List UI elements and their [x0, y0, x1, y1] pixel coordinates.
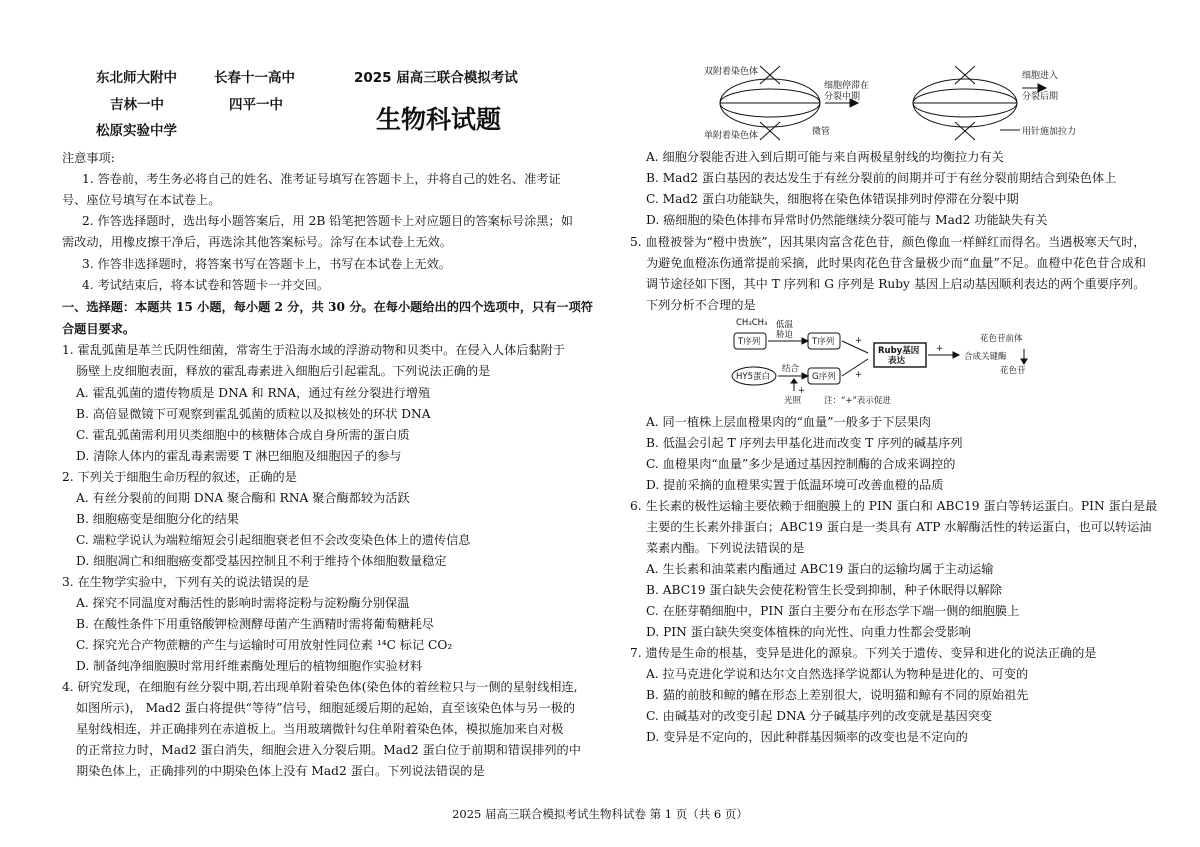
instructions-title: 注意事项:: [62, 151, 115, 165]
plus-sign: +: [855, 336, 863, 346]
question-stem: 肠壁上皮细胞表面，释放的霍乱毒素进入细胞后引起霍乱。下列说法正确的是: [76, 364, 491, 378]
label-g-sequence: G序列: [812, 372, 836, 382]
instruction-line: 4. 考试结束后，将本试卷和答题卡一并交回。: [82, 278, 330, 292]
school-name: 松原实验中学: [96, 123, 177, 139]
option-d: D. 癌细胞的染色体排布异常时仍然能继续分裂可能与 Mad2 功能缺失有关: [646, 213, 1048, 227]
option-b: B. 高倍显微镜下可观察到霍乱弧菌的质粒以及拟核处的环状 DNA: [76, 407, 431, 421]
question-stem: 3. 在生物学实验中，下列有关的说法错误的是: [62, 575, 310, 589]
question-stem: 主要的生长素外排蛋白；ABC19 蛋白是一类具有 ATP 水解酶活性的转运蛋白，也可以转运油: [646, 520, 1152, 534]
label-microtubule: 微管: [812, 127, 831, 137]
question-stem: 调节途径如下图，其中 T 序列和 G 序列是 Ruby 基因上启动基因顺利表达的两个重要序列。: [646, 277, 1146, 291]
label-stall: 细胞停滞在: [824, 81, 870, 91]
option-c: C. 由碱基对的改变引起 DNA 分子碱基序列的改变就是基因突变: [646, 709, 993, 723]
option-d: D. PIN 蛋白缺失突变体植株的向光性、向重力性都会受影响: [646, 625, 971, 639]
school-name: 长春十一高中: [214, 70, 295, 86]
option-c: C. Mad2 蛋白功能缺失，细胞将在染色体错误排列时停滞在分裂中期: [646, 192, 1019, 206]
option-c: C. 霍乱弧菌需利用贝类细胞中的核糖体合成自身所需的蛋白质: [76, 428, 410, 442]
question-stem: 如图所示)， Mad2 蛋白将提供“等待”信号，细胞延缓后期的起始，直至该染色体与另一极的: [76, 701, 576, 715]
option-b: B. 细胞癌变是细胞分化的结果: [76, 512, 239, 526]
label-note: 注：“+”表示促进: [824, 396, 891, 406]
label-anthocyanin: 花色苷: [1000, 366, 1026, 376]
label-enter: 分裂后期: [1022, 92, 1059, 102]
option-d: D. 细胞凋亡和细胞癌变都受基因控制且不利于维持个体细胞数量稳定: [76, 554, 447, 568]
option-d: D. 制备纯净细胞膜时常用纤维素酶处理后的植物细胞作实验材料: [76, 659, 423, 673]
option-d: D. 变异是不定向的，因此种群基因频率的改变也是不定向的: [646, 730, 968, 744]
option-c: C. 探究光合产物蔗糖的产生与运输时可用放射性同位素 ¹⁴C 标记 CO₂: [76, 638, 453, 652]
instruction-line: 号、座位号填写在本试卷上。: [62, 193, 221, 207]
option-b: B. 低温会引起 T 序列去甲基化进而改变 T 序列的碱基序列: [646, 436, 963, 450]
label-low-temp: 低温: [776, 320, 794, 330]
label-t-sequence: T序列: [812, 337, 835, 347]
option-a: A. 有丝分裂前的间期 DNA 聚合酶和 RNA 聚合酶都较为活跃: [76, 491, 410, 505]
question-stem: 4. 研究发现，在细胞有丝分裂中期,若出现单附着染色体(染色体的着丝粒只与一侧的星射线相连,: [62, 680, 578, 694]
section-title: 合题目要求。: [62, 322, 136, 336]
option-a: A. 生长素和油菜素内酯通过 ABC19 蛋白的运输均属于主动运输: [646, 562, 994, 576]
question-stem: 菜素内酯。下列说法错误的是: [646, 541, 805, 555]
question-stem: 5. 血橙被誉为“橙中贵族”，因其果肉富含花色苷，颜色像血一样鲜红而得名。当遇极寒天气时，: [630, 235, 1146, 249]
label-enter: 细胞进入: [1022, 71, 1059, 81]
option-c: C. 在胚芽鞘细胞中，PIN 蛋白主要分布在形态学下端一侧的细胞膜上: [646, 604, 1020, 618]
label-ruby-gene: 表达: [888, 356, 906, 366]
instruction-line: 3. 作答非选择题时，将答案书写在答题卡上，书写在本试卷上无效。: [82, 257, 451, 271]
question-stem: 1. 霍乱弧菌是革兰氏阴性细菌，常寄生于沿海水域的浮游动物和贝类中。在侵入人体后黏附于: [62, 343, 566, 357]
question-stem: 下列分析不合理的是: [646, 298, 756, 312]
label-light: 光照: [784, 396, 802, 406]
question-stem: 的正常拉力时，Mad2 蛋白消失，细胞会进入分裂后期。Mad2 蛋白位于前期和错误排列的中: [76, 743, 581, 757]
page-title: 生物科试题: [376, 105, 502, 134]
option-a: A. 霍乱弧菌的遗传物质是 DNA 和 RNA，通过有丝分裂进行增殖: [76, 386, 431, 400]
school-name: 东北师大附中: [96, 70, 177, 86]
section-title: 一、选择题：本题共 15 小题，每小题 2 分，共 30 分。在每小题给出的四个选项中，只有一项符: [62, 300, 593, 314]
spindle-figure: [700, 58, 1100, 148]
option-d: D. 清除人体内的霍乱毒素需要 T 淋巴细胞及细胞因子的参与: [76, 449, 402, 463]
label-enzyme: 合成关键酶: [964, 352, 1007, 362]
option-b: B. 猫的前肢和鲸的鳍在形态上差别很大，说明猫和鲸有不同的原始祖先: [646, 688, 1029, 702]
label-single-attached: 单附着染色体: [704, 131, 759, 141]
question-stem: 7. 遗传是生命的根基，变异是进化的源泉。下列关于遗传、变异和进化的说法正确的是: [630, 646, 1097, 660]
question-stem: 为避免血橙冻伤通常提前采摘，此时果肉花色苷含量极少而“血量”不足。血橙中花色苷合成和: [646, 256, 1146, 270]
question-stem: 2. 下列关于细胞生命历程的叙述，正确的是: [62, 470, 297, 484]
question-stem: 期染色体上，正确排列的中期染色体上没有 Mad2 蛋白。下列说法错误的是: [76, 764, 485, 778]
question-stem: 6. 生长素的极性运输主要依赖于细胞膜上的 PIN 蛋白和 ABC19 蛋白等转运蛋白。PIN 蛋白是最: [630, 499, 1158, 513]
plus-sign: +: [798, 386, 806, 396]
page-footer: 2025 届高三联合模拟考试生物科试卷 第 1 页（共 6 页）: [452, 807, 748, 821]
exam-name: 2025 届高三联合模拟考试: [354, 70, 518, 86]
option-c: C. 端粒学说认为端粒缩短会引起细胞衰老但不会改变染色体上的遗传信息: [76, 533, 471, 547]
label-ruby-gene: Ruby基因: [878, 346, 920, 356]
label-methyl: CH₃CH₃: [736, 318, 768, 328]
option-a: A. 同一植株上层血橙果肉的“血量”一般多于下层果肉: [646, 415, 931, 429]
label-double-attached: 双附着染色体: [704, 67, 759, 77]
label-precursor: 花色苷前体: [980, 334, 1023, 344]
option-a: A. 细胞分裂能否进入到后期可能与来自两极星射线的均衡拉力有关: [646, 150, 1004, 164]
label-hy5: HY5蛋白: [736, 372, 770, 382]
label-pull: 用针施加拉力: [1022, 127, 1077, 137]
option-a: A. 拉马克进化学说和达尔文自然选择学说都认为物种是进化的、可变的: [646, 667, 1029, 681]
label-bind: 结合: [782, 364, 800, 374]
school-name: 吉林一中: [110, 97, 164, 113]
school-name: 四平一中: [229, 97, 283, 113]
label-low-temp: 胁迫: [776, 330, 794, 340]
option-a: A. 探究不同温度对酶活性的影响时需将淀粉与淀粉酶分别保温: [76, 596, 410, 610]
instruction-line: 1. 答卷前，考生务必将自己的姓名、准考证号填写在答题卡上，并将自己的姓名、准考证: [82, 172, 561, 186]
plus-sign: +: [855, 370, 863, 380]
instruction-line: 2. 作答选择题时，选出每小题答案后，用 2B 铅笔把答题卡上对应题目的答案标号涂黑；如: [82, 214, 573, 228]
option-b: B. 在酸性条件下用重铬酸钾检测酵母菌产生酒精时需将葡萄糖耗尽: [76, 617, 434, 631]
plus-sign: +: [936, 344, 944, 354]
label-stall: 分裂中期: [824, 92, 861, 102]
option-c: C. 血橙果肉“血量”多少是通过基因控制酶的合成来调控的: [646, 457, 956, 471]
option-b: B. Mad2 蛋白基因的表达发生于有丝分裂前的间期并可于有丝分裂前期结合到染色体上: [646, 171, 1117, 185]
option-d: D. 提前采摘的血橙果实置于低温环境可改善血橙的品质: [646, 478, 944, 492]
instruction-line: 需改动，用橡皮擦干净后，再选涂其他答案标号。涂写在本试卷上无效。: [62, 235, 452, 249]
option-b: B. ABC19 蛋白缺失会使花粉管生长受到抑制，种子休眠得以解除: [646, 583, 1002, 597]
label-t-sequence: T序列: [738, 337, 761, 347]
blood-orange-pathway-figure: [728, 313, 1058, 411]
question-stem: 星射线相连，并正确排列在赤道板上。当用玻璃微针勾住单附着染色体，模拟施加来自对极: [76, 722, 564, 736]
